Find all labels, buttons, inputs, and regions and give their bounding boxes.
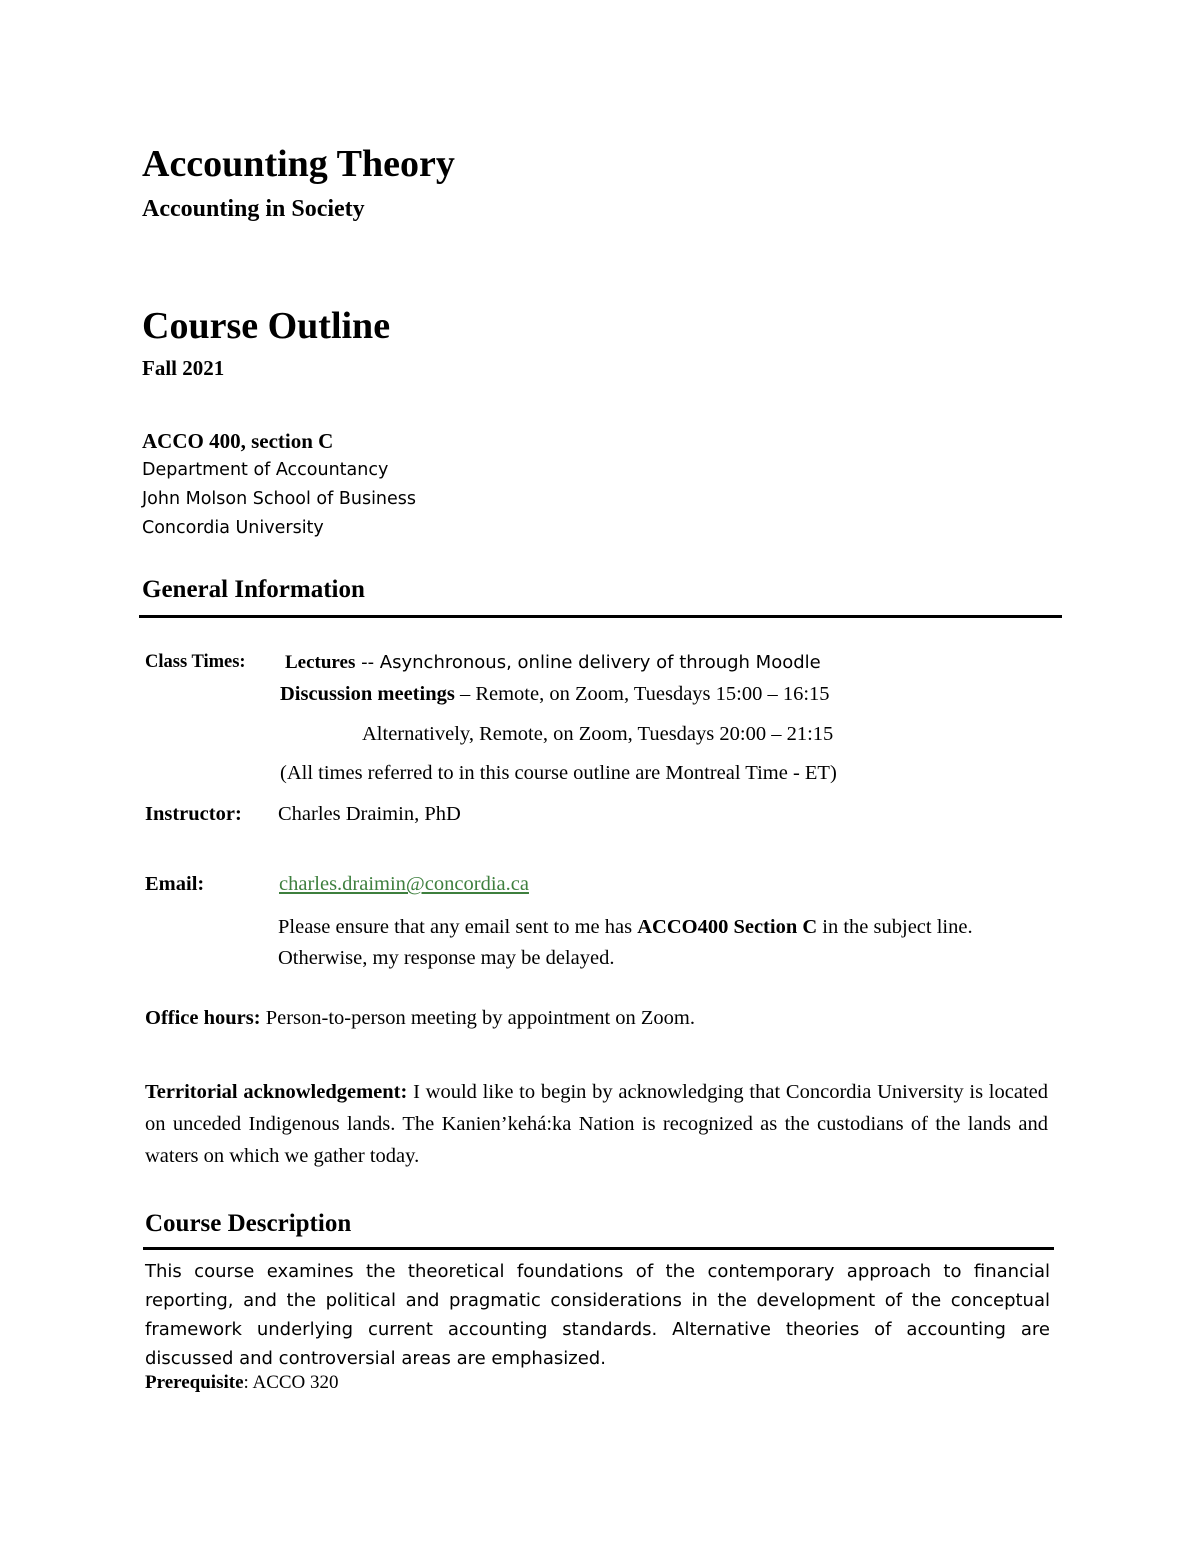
territorial-text: I would like to begin by acknowledging that Concordia University is located on unceded Indigenous lands. The Kanien’kehá:ka Nation is recognized as the custodians of the lands and waters on which we gather today. (145, 1081, 1048, 1167)
territorial-label: Territorial acknowledgement: (145, 1081, 408, 1103)
term-label: Fall 2021 (142, 356, 225, 380)
lectures-text: -- Asynchronous, online delivery of through Moodle (355, 652, 821, 673)
general-information-heading: General Information (142, 576, 365, 603)
course-title: Accounting Theory (142, 143, 455, 185)
section-divider (143, 1247, 1054, 1250)
lectures-line (285, 652, 821, 674)
university-name: Concordia University (142, 518, 324, 538)
discussion-label: Discussion meetings (280, 683, 455, 705)
course-code: ACCO 400, section C (142, 429, 334, 453)
course-description-heading: Course Description (145, 1210, 352, 1237)
discussion-text: – Remote, on Zoom, Tuesdays 15:00 – 16:15 (454, 683, 830, 705)
course-description-text: This course examines the theoretical foundations of the contemporary approach to financial reporting, and the political and pragmatic considerations in the development of the conceptual framework underlying current accounting standards. Alternative theories of accounting are discussed and controversial areas are emphasized. (145, 1261, 1050, 1369)
territorial-acknowledgement (145, 1076, 1048, 1172)
prerequisite-label: Prerequisite (145, 1372, 244, 1393)
instructor-label: Instructor: (145, 803, 242, 825)
email-note-pre: Please ensure that any email sent to me has (278, 916, 638, 938)
discussion-line (280, 683, 830, 706)
prerequisite (145, 1372, 339, 1394)
prerequisite-value: : ACCO 320 (243, 1372, 339, 1393)
email-subject-note (278, 912, 1038, 974)
instructor-email-link[interactable]: charles.draimin@concordia.ca (279, 873, 529, 895)
email-note-subject: ACCO400 Section C (637, 916, 818, 938)
section-divider (139, 615, 1062, 618)
alternative-time: Alternatively, Remote, on Zoom, Tuesdays 20:00 – 21:15 (362, 723, 834, 745)
email-label: Email: (145, 873, 205, 895)
time-zone-note: (All times referred to in this course outline are Montreal Time - ET) (280, 762, 837, 784)
office-hours-label: Office hours: (145, 1007, 261, 1029)
lectures-label: Lectures (285, 652, 356, 673)
email-note-post: in the subject line. Otherwise, my response may be delayed. (278, 916, 973, 969)
department-name: Department of Accountancy (142, 460, 389, 480)
instructor-name: Charles Draimin, PhD (278, 803, 461, 825)
course-subtitle: Accounting in Society (142, 196, 365, 222)
document-title: Course Outline (142, 305, 391, 347)
office-hours (145, 1007, 695, 1030)
class-times-label: Class Times: (145, 652, 246, 672)
school-name: John Molson School of Business (142, 489, 417, 509)
office-hours-text: Person-to-person meeting by appointment on Zoom. (260, 1007, 695, 1029)
